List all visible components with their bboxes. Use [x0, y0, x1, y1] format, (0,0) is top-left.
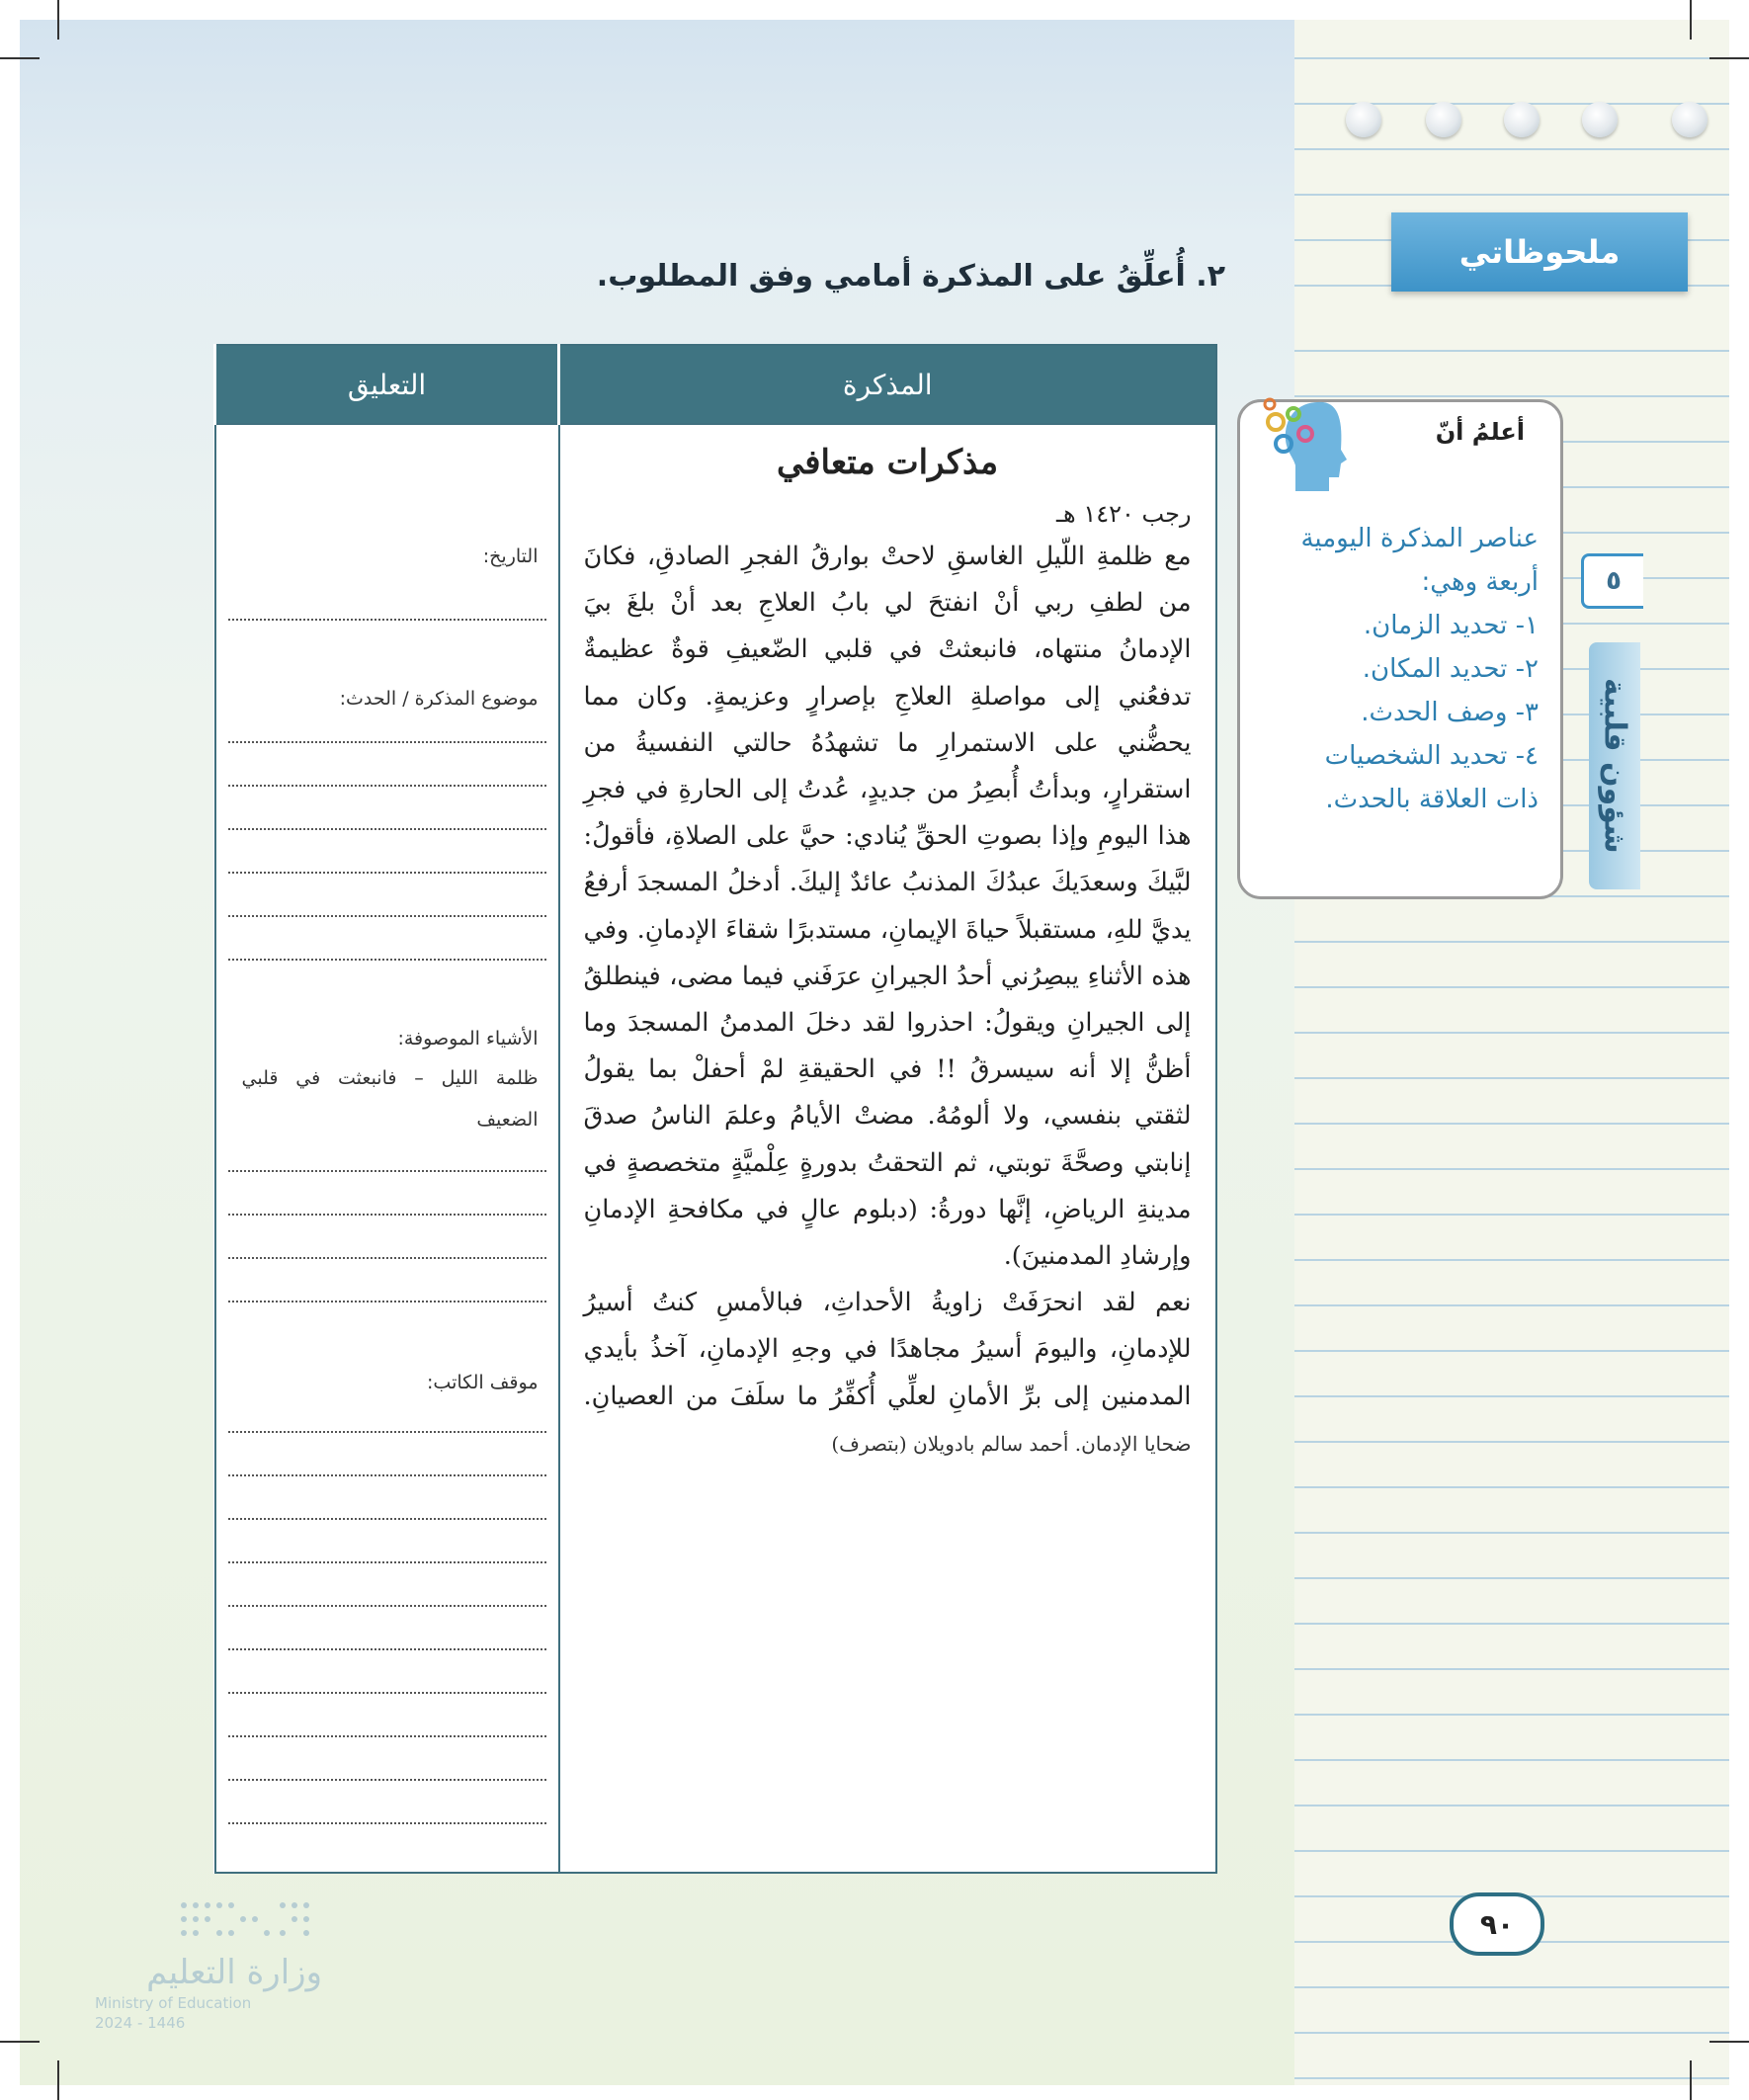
binder-hole — [1582, 102, 1618, 137]
memo-body: مع ظلمةِ اللّيلِ الغاسقِ لاحتْ بوارقُ الفجرِ الصادقِ، فكانَ من لطفِ ربي أنْ انفتحَ لي بابُ العلاجِ بعد أنْ بلغَ بيَ الإدمانُ منتهاه، فانبعثتْ في قلبي الضّعيفِ قوةٌ عظيمةٌ تدفعُني إلى مواصلةِ العلاجِ بإصرارٍ وعزيمةٍ. وكان مما يحضُّني على الاستمرارِ ما تشهدُهُ حالتي النفسيةُ من استقرارٍ، وبدأتُ أُبصِرُ من جديدٍ، عُدتُ إلى الحارةِ في فجرِ هذا اليومِ وإذا بصوتِ الحقِّ يُنادي: حيَّ على الصلاةِ، فأقولُ: لبَّيكَ وسعدَيكَ عبدُكَ المذنبُ عائدٌ إليكَ. أدخلُ المسجدَ أرفعُ يديَّ للهِ، مستقبلاً حياةَ الإيمانِ، مستدبرًا شقاءَ الإدمانِ. وفي هذه الأثناءِ يبصِرُني أحدُ الجيرانِ عرَفَني فيما مضى، فينطلقُ إلى الجيرانِ ويقولُ: احذروا لقد دخلَ المدمنُ المسجدَ وما أظنُّ إلا أنه سيسرقُ !! في الحقيقةِ لمْ أحفلْ بما يقولُ لثقتي بنفسي، ولا ألومُهُ. مضتْ الأيامُ وعلمَ الناسُ صدقَ إنابتي وصحَّةَ توبتي، ثم التحقتُ بدورةٍ عِلْميَّةٍ متخصصةٍ في مدينةِ الرياضِ، إنَّها دورةُ: (دبلوم عالٍ في مكافحةِ الإدمانِ وإرشادِ المدمنينَ). — [583, 542, 1192, 1272]
page-number: ٩٠ — [1450, 1892, 1544, 1956]
memo-column-header: المذكرة — [559, 345, 1216, 424]
answer-line[interactable] — [228, 741, 546, 743]
notes-label: ملحوظاتي — [1391, 212, 1688, 292]
ministry-name-en: Ministry of Education — [95, 1994, 252, 2012]
comment-cell — [215, 424, 559, 1873]
answer-line[interactable] — [228, 872, 546, 874]
memo-body-conclusion — [584, 1280, 1192, 1468]
unit-number-tab: ٥ — [1581, 553, 1643, 609]
know-line: أربعة وهي: — [1421, 567, 1539, 597]
topic-label: موضوع المذكرة / الحدث: — [339, 688, 539, 710]
know-title: أعلمُ أنّ — [1435, 418, 1525, 446]
crop-mark — [1690, 0, 1692, 40]
crop-mark — [1709, 2041, 1749, 2043]
answer-line[interactable] — [228, 1518, 546, 1520]
answer-line[interactable] — [228, 1214, 546, 1216]
unit-title-tab: شؤون قلبية — [1589, 642, 1640, 889]
know-line: ٣- وصف الحدث. — [1361, 698, 1539, 727]
answer-line[interactable] — [228, 619, 546, 621]
binder-hole — [1346, 102, 1381, 137]
answer-line[interactable] — [228, 1301, 546, 1302]
answer-line[interactable] — [228, 1561, 546, 1563]
crop-mark — [57, 0, 59, 40]
stance-label: موقف الكاتب: — [427, 1372, 539, 1393]
binder-hole — [1672, 102, 1707, 137]
things-label: الأشياء الموصوفة: — [397, 1028, 539, 1050]
comment-column-header: التعليق — [215, 345, 559, 424]
answer-line[interactable] — [228, 959, 546, 961]
memo-cell — [559, 424, 1216, 1873]
binder-hole — [1504, 102, 1540, 137]
ministry-name-ar: وزارة التعليم — [146, 1953, 322, 1992]
notes-strip — [1294, 20, 1729, 2085]
know-line: ١- تحديد الزمان. — [1363, 611, 1539, 640]
ministry-logo — [95, 1895, 332, 2034]
binder-hole — [1426, 102, 1461, 137]
know-list — [1242, 517, 1539, 821]
answer-line[interactable] — [228, 1692, 546, 1694]
memo-date: رجب ١٤٢٠ هـ — [1055, 500, 1192, 528]
know-line: ٤- تحديد الشخصيات — [1324, 741, 1539, 771]
answer-line[interactable] — [228, 1735, 546, 1737]
ministry-year: 2024 - 1446 — [95, 2014, 186, 2032]
know-line: ذات العلاقة بالحدث. — [1325, 785, 1539, 814]
know-line: عناصر المذكرة اليومية — [1300, 524, 1539, 553]
know-box — [1237, 399, 1563, 899]
answer-line[interactable] — [228, 1257, 546, 1259]
answer-line[interactable] — [228, 915, 546, 917]
answer-line[interactable] — [228, 1822, 546, 1824]
memo-title: مذكرات متعافي — [776, 443, 999, 482]
crop-mark — [0, 2041, 40, 2043]
date-label: التاريخ: — [482, 546, 539, 567]
crop-mark — [1690, 2060, 1692, 2100]
memo-body-2: نعم لقد انحرَفَتْ زاويةُ الأحداثِ، فبالأمسِ كنتُ أسيرُ للإدمانِ، واليومَ أسيرُ مجاهدًا في وجهِ الإدمانِ، آخذُ بأيدي المدمنين إلى برِّ الأمانِ لعلِّي أُكفِّرُ ما سلَفَ من العصيانِ. — [583, 1288, 1192, 1411]
crop-mark — [0, 57, 40, 59]
answer-line[interactable] — [228, 1779, 546, 1781]
memo-source: ضحايا الإدمان. أحمد سالم بادويلان (بتصرف) — [831, 1431, 1192, 1456]
memo-table — [213, 344, 1217, 1874]
answer-line[interactable] — [228, 1170, 546, 1172]
head-gears-icon — [1254, 392, 1353, 501]
know-line: ٢- تحديد المكان. — [1362, 654, 1539, 684]
crop-mark — [57, 2060, 59, 2100]
answer-line[interactable] — [228, 1605, 546, 1607]
answer-line[interactable] — [228, 1474, 546, 1476]
ministry-dots-icon — [174, 1895, 322, 1945]
instruction-heading: ٢. أُعلِّقُ على المذكرة أمامي وفق المطلوب. — [596, 259, 1225, 294]
crop-mark — [1709, 57, 1749, 59]
things-answer: ظلمة الليل – فانبعثت في قلبي الضعيف — [241, 1067, 539, 1131]
answer-line[interactable] — [228, 1648, 546, 1650]
answer-line[interactable] — [228, 828, 546, 830]
answer-line[interactable] — [228, 785, 546, 787]
answer-line[interactable] — [228, 1431, 546, 1433]
